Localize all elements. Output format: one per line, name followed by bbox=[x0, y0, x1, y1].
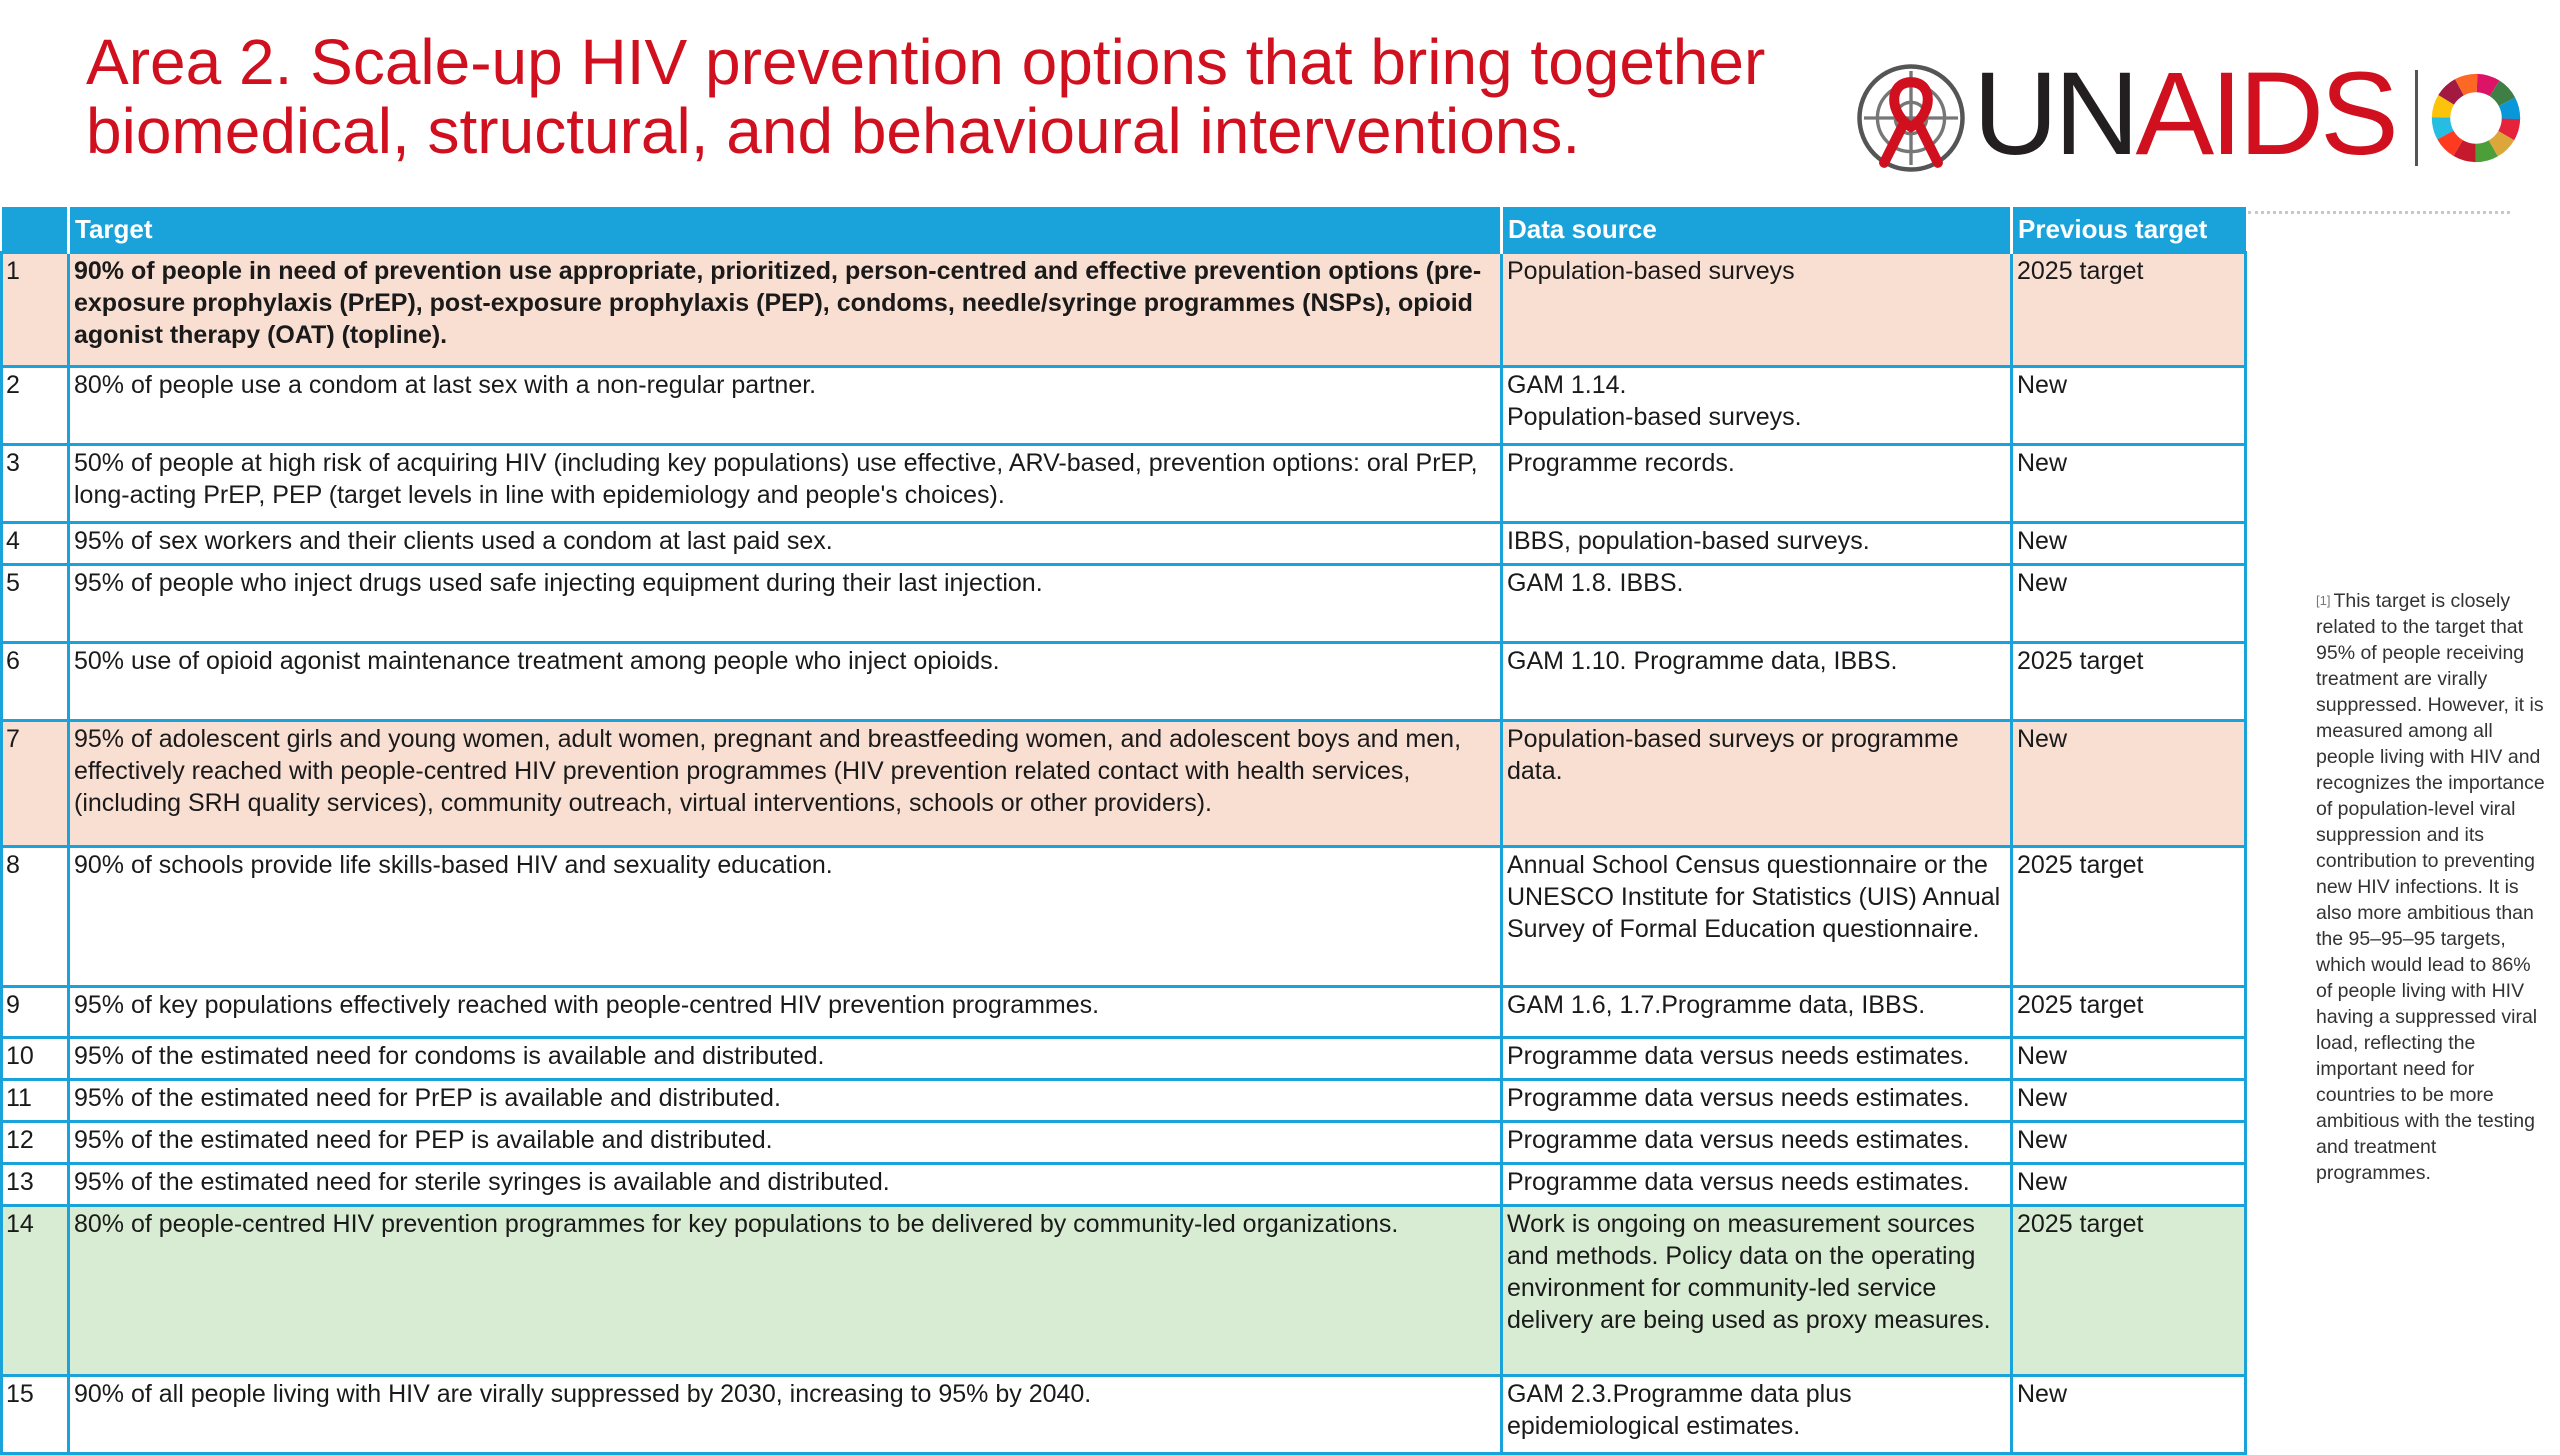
row-previous-target: 2025 target bbox=[2012, 253, 2246, 367]
row-previous-target: New bbox=[2012, 1122, 2246, 1164]
row-target: 80% of people-centred HIV prevention programmes for key populations to be delivered by community-led organizations. bbox=[69, 1206, 1502, 1376]
row-data-source: Programme data versus needs estimates. bbox=[1502, 1122, 2012, 1164]
wordmark-un: UN bbox=[1973, 48, 2136, 180]
row-data-source: Programme data versus needs estimates. bbox=[1502, 1038, 2012, 1080]
row-number: 8 bbox=[2, 847, 69, 987]
page-title bbox=[86, 28, 1826, 166]
footnote-text: This target is closely related to the target that 95% of people receiving treatment are virally suppressed. However, it is measured among all people living with HIV and recognizes the importance of population-level viral suppression and its contribution to preventing new HIV infections. It is also more ambitious than the 95–95–95 targets, which would lead to 86% of people living with HIV having a suppressed viral load, reflecting the important need for countries to be more ambitious with the testing and treatment programmes. bbox=[2316, 590, 2545, 1184]
row-data-source: Population-based surveys or programme data. bbox=[1502, 721, 2012, 847]
row-target: 90% of people in need of prevention use appropriate, prioritized, person-centred and effective prevention options (pre-exposure prophylaxis (PrEP), post-exposure prophylaxis (PEP), condoms, needle/syringe programmes (NSPs), opioid agonist therapy (OAT) (topline). bbox=[69, 253, 1502, 367]
row-previous-target: 2025 target bbox=[2012, 847, 2246, 987]
table-row bbox=[2, 445, 2246, 523]
row-target: 95% of the estimated need for sterile syringes is available and distributed. bbox=[69, 1164, 1502, 1206]
row-previous-target: New bbox=[2012, 445, 2246, 523]
table-header-row bbox=[2, 207, 2246, 253]
table-row bbox=[2, 987, 2246, 1038]
row-number: 9 bbox=[2, 987, 69, 1038]
table-row bbox=[2, 1376, 2246, 1454]
row-data-source: Programme data versus needs estimates. bbox=[1502, 1164, 2012, 1206]
row-number: 13 bbox=[2, 1164, 69, 1206]
header-data-source: Data source bbox=[1502, 207, 2012, 253]
row-number: 14 bbox=[2, 1206, 69, 1376]
row-previous-target: New bbox=[2012, 1080, 2246, 1122]
row-data-source: Work is ongoing on measurement sources and methods. Policy data on the operating environment for community-led service delivery are being used as proxy measures. bbox=[1502, 1206, 2012, 1376]
table-row bbox=[2, 1122, 2246, 1164]
unaids-wordmark bbox=[1973, 48, 2395, 180]
targets-table bbox=[0, 207, 2247, 1455]
row-number: 12 bbox=[2, 1122, 69, 1164]
un-emblem-icon bbox=[1855, 62, 1967, 174]
row-data-source: IBBS, population-based surveys. bbox=[1502, 523, 2012, 565]
row-data-source: Programme data versus needs estimates. bbox=[1502, 1080, 2012, 1122]
logo-divider bbox=[2415, 70, 2418, 166]
row-data-source: Population-based surveys bbox=[1502, 253, 2012, 367]
row-number: 6 bbox=[2, 643, 69, 721]
row-target: 90% of all people living with HIV are virally suppressed by 2030, increasing to 95% by 2040. bbox=[69, 1376, 1502, 1454]
row-number: 15 bbox=[2, 1376, 69, 1454]
row-target: 95% of sex workers and their clients used a condom at last paid sex. bbox=[69, 523, 1502, 565]
row-data-source-line: GAM 1.14. bbox=[1507, 371, 1627, 399]
table-row bbox=[2, 1164, 2246, 1206]
wordmark-aids: AIDS bbox=[2135, 48, 2395, 180]
row-data-source: Annual School Census questionnaire or the UNESCO Institute for Statistics (UIS) Annual Survey of Formal Education questionnaire. bbox=[1502, 847, 2012, 987]
row-number: 3 bbox=[2, 445, 69, 523]
row-previous-target: New bbox=[2012, 523, 2246, 565]
row-target: 95% of adolescent girls and young women, adult women, pregnant and breastfeeding women, and adolescent boys and men, effectively reached with people-centred HIV prevention programmes (HIV prevention related contact with health services, (including SRH quality services), community outreach, virtual interventions, schools or other providers). bbox=[69, 721, 1502, 847]
header-target: Target bbox=[69, 207, 1502, 253]
row-previous-target: 2025 target bbox=[2012, 643, 2246, 721]
dotted-divider bbox=[2248, 211, 2510, 214]
row-number: 1 bbox=[2, 253, 69, 367]
row-target: 95% of key populations effectively reached with people-centred HIV prevention programmes. bbox=[69, 987, 1502, 1038]
row-number: 7 bbox=[2, 721, 69, 847]
row-data-source: GAM 2.3.Programme data plus epidemiological estimates. bbox=[1502, 1376, 2012, 1454]
row-target: 95% of the estimated need for PrEP is available and distributed. bbox=[69, 1080, 1502, 1122]
table-row bbox=[2, 643, 2246, 721]
row-previous-target: New bbox=[2012, 1164, 2246, 1206]
row-previous-target: New bbox=[2012, 1376, 2246, 1454]
unaids-logo bbox=[1855, 48, 2515, 180]
row-target: 95% of the estimated need for PEP is available and distributed. bbox=[69, 1122, 1502, 1164]
table-row bbox=[2, 523, 2246, 565]
row-previous-target: 2025 target bbox=[2012, 1206, 2246, 1376]
table-row bbox=[2, 253, 2246, 367]
row-data-source bbox=[1502, 367, 2012, 445]
title-line-1: Area 2. Scale-up HIV prevention options that bring together bbox=[86, 26, 1766, 98]
row-target: 90% of schools provide life skills-based HIV and sexuality education. bbox=[69, 847, 1502, 987]
table-row bbox=[2, 1080, 2246, 1122]
row-previous-target: New bbox=[2012, 367, 2246, 445]
table-row bbox=[2, 565, 2246, 643]
row-data-source: GAM 1.6, 1.7.Programme data, IBBS. bbox=[1502, 987, 2012, 1038]
row-previous-target: New bbox=[2012, 1038, 2246, 1080]
row-target: 95% of the estimated need for condoms is available and distributed. bbox=[69, 1038, 1502, 1080]
footnote bbox=[2316, 588, 2552, 1186]
row-number: 4 bbox=[2, 523, 69, 565]
table-row bbox=[2, 367, 2246, 445]
row-data-source: GAM 1.10. Programme data, IBBS. bbox=[1502, 643, 2012, 721]
row-number: 2 bbox=[2, 367, 69, 445]
row-data-source: GAM 1.8. IBBS. bbox=[1502, 565, 2012, 643]
header-previous-target: Previous target bbox=[2012, 207, 2246, 253]
row-target: 95% of people who inject drugs used safe injecting equipment during their last injection. bbox=[69, 565, 1502, 643]
row-data-source: Programme records. bbox=[1502, 445, 2012, 523]
row-previous-target: New bbox=[2012, 565, 2246, 643]
row-previous-target: 2025 target bbox=[2012, 987, 2246, 1038]
footnote-marker: [1] bbox=[2316, 593, 2331, 608]
row-number: 5 bbox=[2, 565, 69, 643]
table-row bbox=[2, 847, 2246, 987]
sdg-wheel-icon bbox=[2430, 72, 2522, 164]
title-line-2: biomedical, structural, and behavioural interventions. bbox=[86, 95, 1581, 167]
row-previous-target: New bbox=[2012, 721, 2246, 847]
table-row bbox=[2, 1038, 2246, 1080]
header-num bbox=[2, 207, 69, 253]
row-data-source-line: Population-based surveys. bbox=[1507, 403, 1802, 431]
table-row bbox=[2, 1206, 2246, 1376]
table-row bbox=[2, 721, 2246, 847]
row-target: 50% of people at high risk of acquiring HIV (including key populations) use effective, ARV-based, prevention options: oral PrEP, long-acting PrEP, PEP (target levels in line with epidemiology and people's choices). bbox=[69, 445, 1502, 523]
row-target: 50% use of opioid agonist maintenance treatment among people who inject opioids. bbox=[69, 643, 1502, 721]
row-number: 10 bbox=[2, 1038, 69, 1080]
row-target: 80% of people use a condom at last sex with a non-regular partner. bbox=[69, 367, 1502, 445]
row-number: 11 bbox=[2, 1080, 69, 1122]
